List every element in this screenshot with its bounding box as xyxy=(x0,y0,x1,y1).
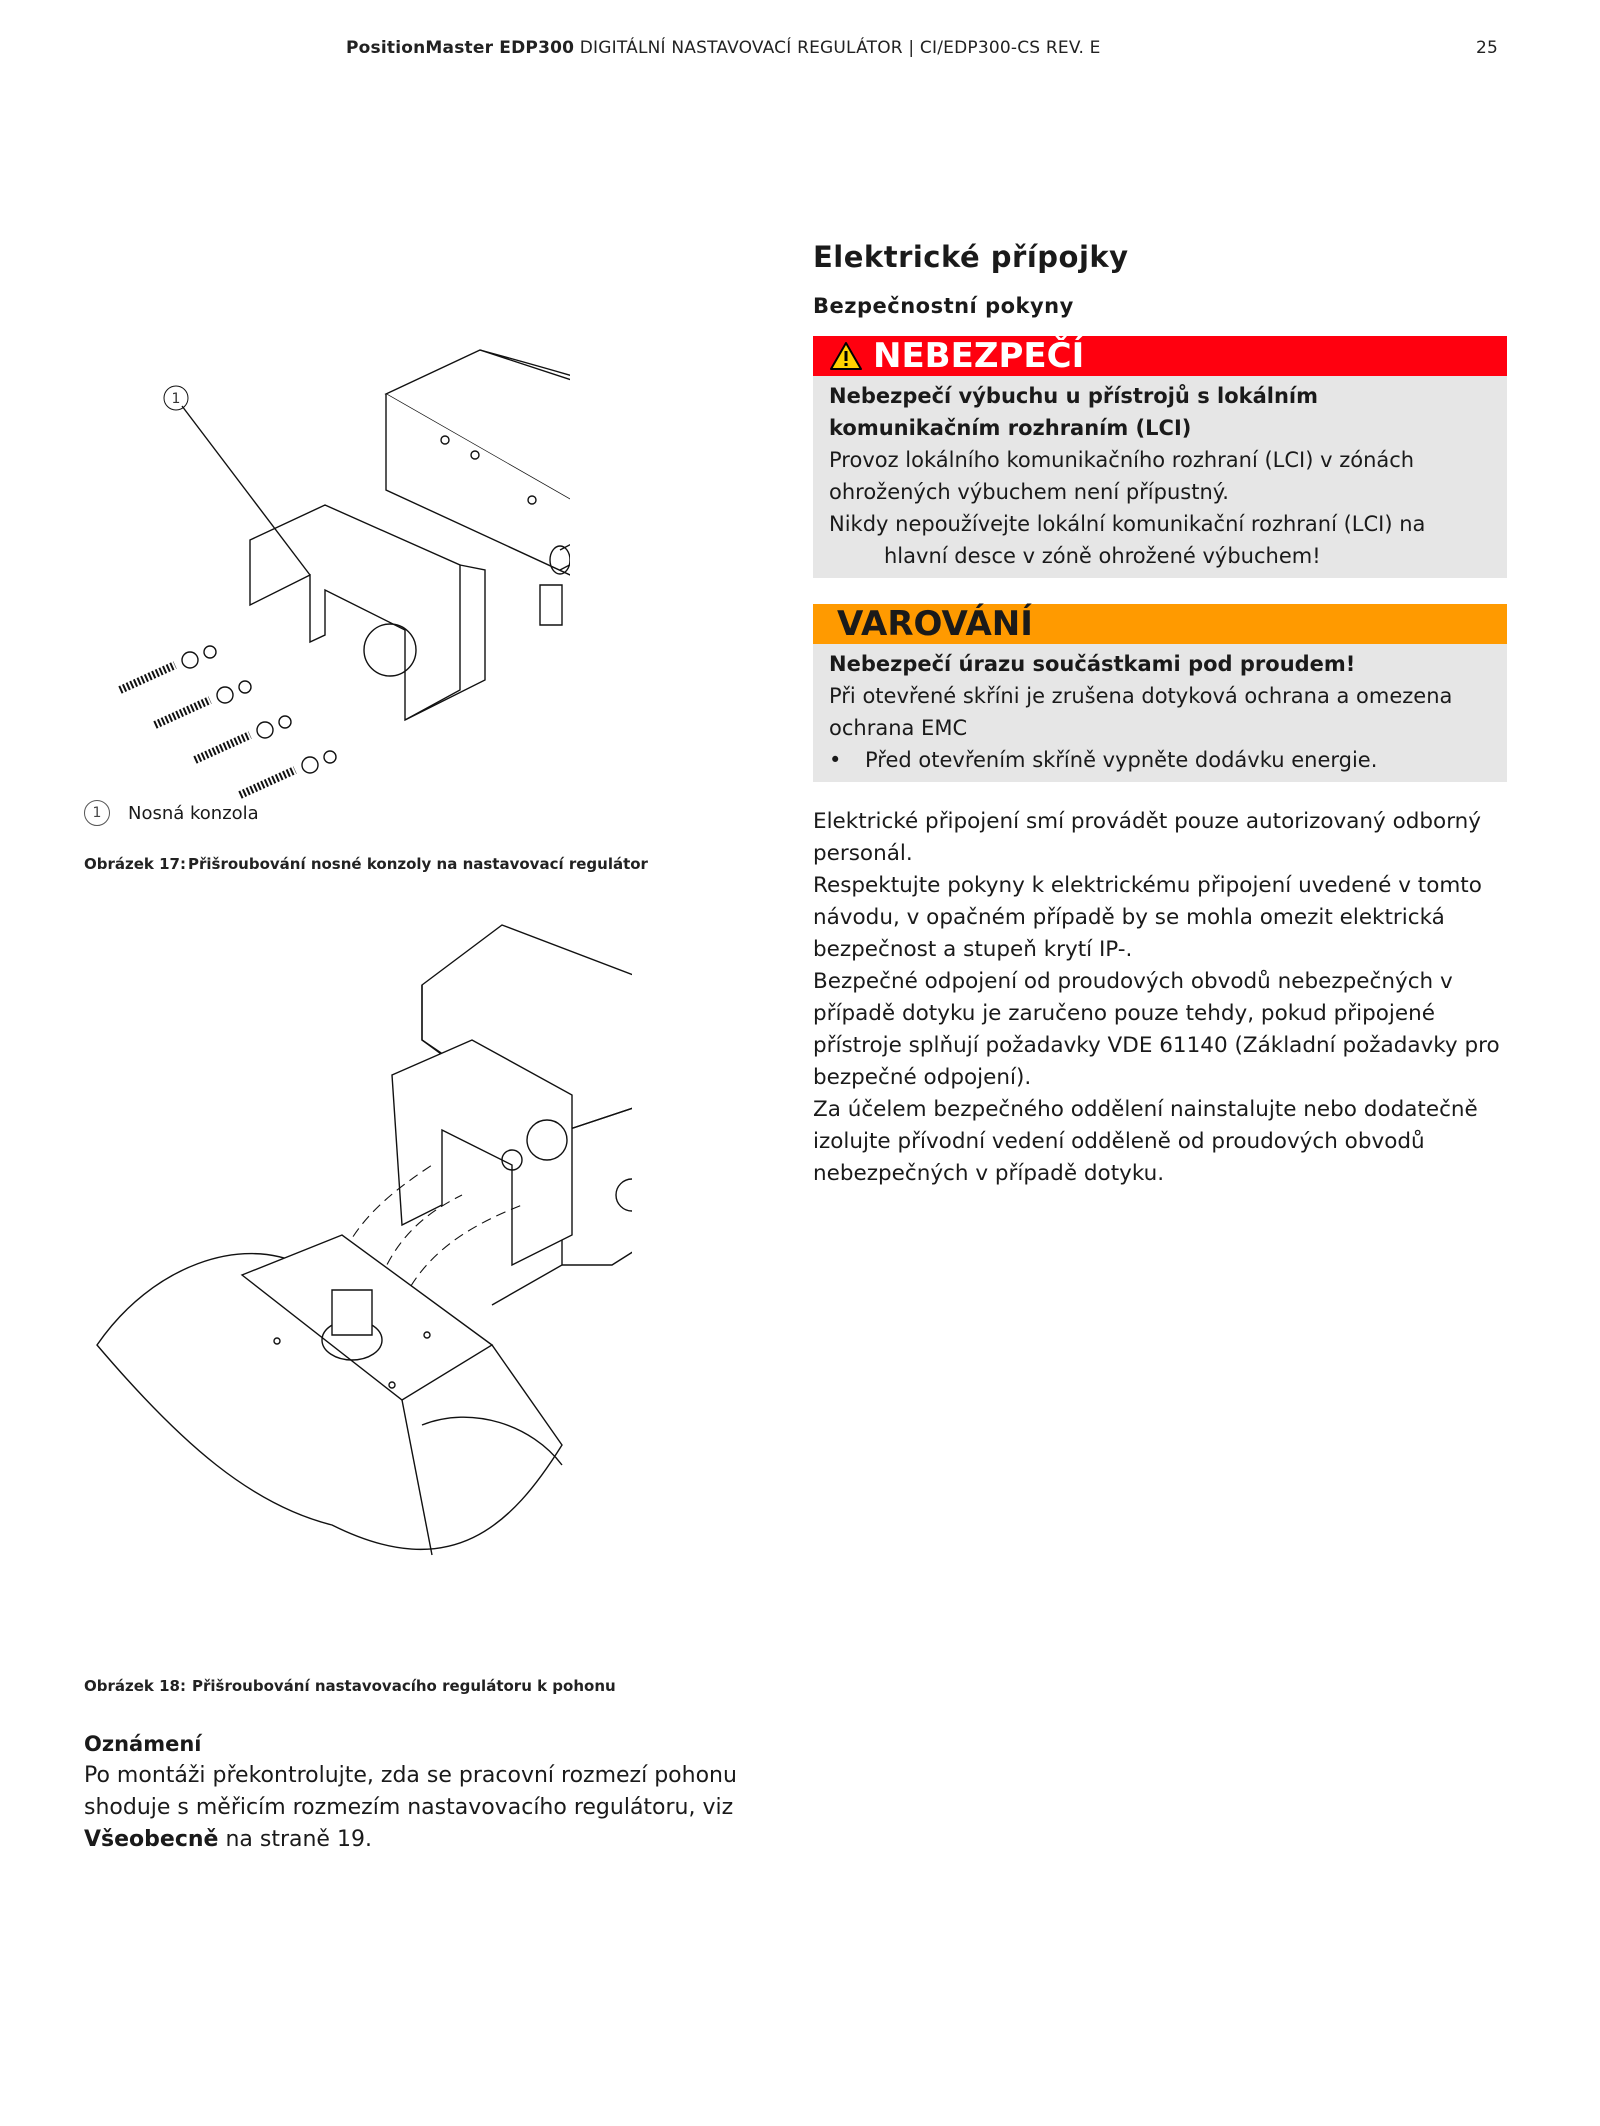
page-number: 25 xyxy=(1475,38,1498,58)
figure-17-legend xyxy=(84,800,259,826)
paragraph-3: Bezpečné odpojení od proudových obvodů nebezpečných v případě dotyku je zaručeno pouze tehdy, pokud připojené přístroje splňují požadavky VDE 61140 (Základní požadavky pro bezpečné odpojení). xyxy=(813,969,1500,1090)
figure-18-drawing xyxy=(92,905,632,1665)
caption-text: Přišroubování nosné konzoly na nastavovací regulátor xyxy=(188,855,648,873)
callout-1-number: 1 xyxy=(171,391,181,407)
paragraph-4: Za účelem bezpečného oddělení nainstalujte nebo dodatečně izolujte přívodní vedení odděleně od proudových obvodů nebezpečných v případě dotyku. xyxy=(813,1097,1478,1186)
danger-line-1: Provoz lokálního komunikačního rozhraní (LCI) v zónách ohrožených výbuchem není přípustný. xyxy=(829,448,1415,504)
paragraph-1: Elektrické připojení smí provádět pouze autorizovaný odborný personál. xyxy=(813,809,1482,866)
running-header xyxy=(346,38,1101,58)
caption-label: Obrázek 17: xyxy=(84,855,186,873)
danger-box xyxy=(813,336,1507,578)
warning-content xyxy=(813,644,1507,782)
screws-and-washers xyxy=(120,646,336,795)
section-subtitle: Bezpečnostní pokyny xyxy=(813,294,1074,318)
warning-line-1: Při otevřené skříni je zrušena dotyková ochrana a omezena ochrana EMC xyxy=(829,684,1453,740)
mounting-bracket xyxy=(250,505,485,720)
warning-heading: Nebezpečí úrazu součástkami pod proudem! xyxy=(829,652,1356,676)
notice-heading: Oznámení xyxy=(84,1732,202,1756)
danger-content xyxy=(813,376,1507,578)
paragraph-2: Respektujte pokyny k elektrickému připojení uvedené v tomto návodu, v opačném případě by se mohla omezit elektrická bezpečnost a stupeň krytí IP-. xyxy=(813,873,1482,962)
warning-label: VAROVÁNÍ xyxy=(837,604,1033,644)
warning-box xyxy=(813,604,1507,782)
figure-17-caption xyxy=(84,855,648,873)
danger-label: NEBEZPEČÍ xyxy=(873,336,1085,376)
notice-text xyxy=(84,1760,744,1856)
header-document: DIGITÁLNÍ NASTAVOVACÍ REGULÁTOR | CI/EDP300-CS REV. E xyxy=(574,38,1101,58)
danger-heading: Nebezpečí výbuchu u přístrojů s lokálním komunikačním rozhraním (LCI) xyxy=(829,384,1318,440)
warning-bullet-item xyxy=(829,744,1493,776)
notice-link[interactable]: Všeobecně xyxy=(84,1827,219,1852)
notice-body: Po montáži překontrolujte, zda se pracovní rozmezí pohonu shoduje s měřicím rozmezím nastavovacího regulátoru, viz xyxy=(84,1763,737,1820)
header-product: PositionMaster EDP300 xyxy=(346,38,575,58)
danger-line-2: Nikdy nepoužívejte lokální komunikační rozhraní (LCI) na hlavní desce v zóně ohrožené výbuchem! xyxy=(829,512,1426,568)
danger-band xyxy=(813,336,1507,376)
figure-17-drawing xyxy=(100,330,570,800)
notice-body-end: na straně 19. xyxy=(218,1827,372,1852)
caption-label: Obrázek 18: xyxy=(84,1677,186,1695)
bullet-dot: • xyxy=(829,748,842,772)
warning-triangle-icon xyxy=(829,341,863,371)
warning-bullet-text: Před otevřením skříně vypněte dodávku energie. xyxy=(865,748,1378,772)
electrical-body-text xyxy=(813,806,1507,1190)
warning-band xyxy=(813,604,1507,644)
caption-text: Přišroubování nastavovacího regulátoru k pohonu xyxy=(192,1677,616,1695)
notice-block xyxy=(84,1728,744,1856)
figure-18-caption xyxy=(84,1677,616,1695)
actuator-body xyxy=(97,1235,562,1555)
callout-leader xyxy=(182,406,310,575)
legend-text: Nosná konzola xyxy=(128,802,259,824)
section-title: Elektrické přípojky xyxy=(813,240,1129,274)
legend-callout-1: 1 xyxy=(84,800,110,826)
